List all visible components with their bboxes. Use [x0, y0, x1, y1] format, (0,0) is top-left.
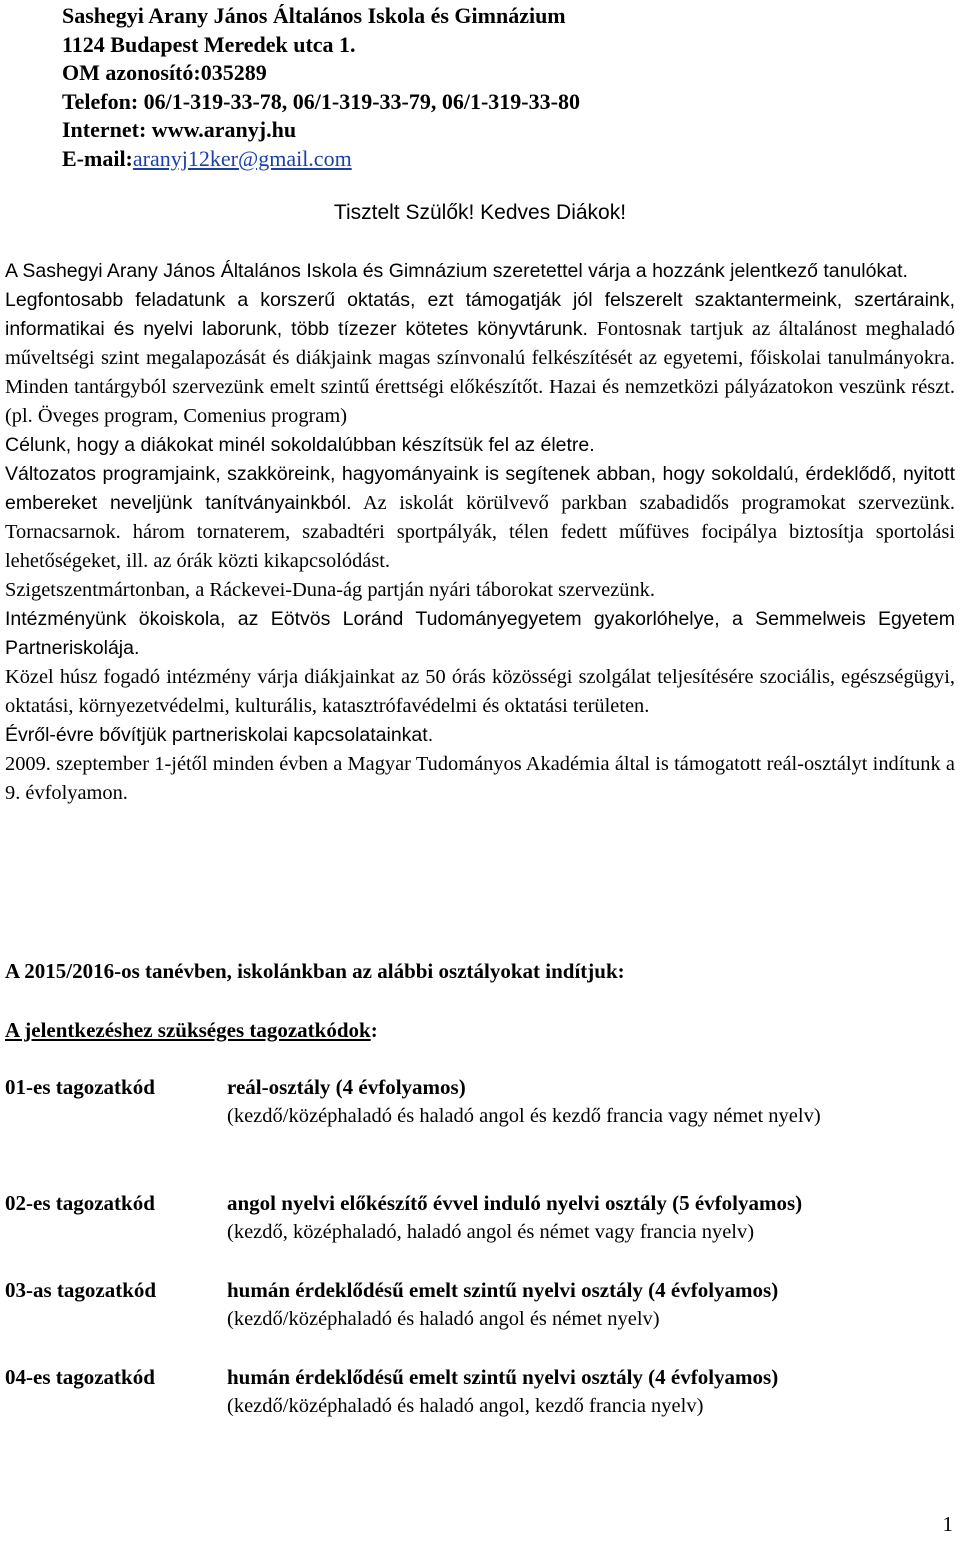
track-body	[227, 1276, 927, 1334]
intro-paragraph-5: Szigetszentmártonban, a Ráckevei-Duna-ág partján nyári táborokat szervezünk.	[5, 579, 655, 601]
om-id: OM azonosító:035289	[62, 60, 267, 85]
email-label: E-mail:	[62, 145, 133, 171]
track-body	[227, 1189, 927, 1247]
greeting: Tisztelt Szülők! Kedves Diákok!	[333, 201, 627, 224]
school-name: Sashegyi Arany János Általános Iskola és Gimnázium	[62, 3, 566, 28]
school-address: 1124 Budapest Meredek utca 1.	[62, 31, 356, 57]
track-title: reál-osztály (4 évfolyamos)	[227, 1075, 466, 1099]
intro-paragraph-4b: Az iskolát körülvevő parkban szabadidős programokat szervezünk. Tornacsarnok.	[5, 492, 955, 543]
track-code: 01-es tagozatkód	[5, 1075, 155, 1099]
intro-paragraph-2a: Legfontosabb feladatunk a korszerű oktatás, ezt támogatják jól felszerelt szaktantermeink, szertáraink, informatikai és nyelvi laborunk, több tízezer kötetes könyvtárunk.	[5, 289, 955, 340]
intro-paragraph-3: Célunk, hogy a diákokat minél sokoldalúbban készítsük fel az életre.	[5, 434, 595, 456]
email-link[interactable]: aranyj12ker@gmail.com	[132, 145, 352, 171]
intro-paragraph-4c: három tornaterem, szabadtéri sportpályák, télen fedett műfüves focipálya biztosítja sportolási lehetőségeket, ill. az órák közti kikapcsolódást.	[5, 521, 955, 572]
track-title: humán érdeklődésű emelt szintű nyelvi osztály (4 évfolyamos)	[227, 1365, 779, 1389]
intro-paragraph-2	[5, 286, 955, 431]
track-title: humán érdeklődésű emelt szintű nyelvi osztály (4 évfolyamos)	[227, 1278, 779, 1302]
track-body	[227, 1363, 927, 1421]
intro-text	[5, 257, 955, 808]
intro-paragraph-9: 2009. szeptember 1-jétől minden évben a Magyar Tudományos Akadémia által is támogatott reál-osztályt indítunk a 9. évfolyamon.	[5, 753, 955, 804]
email-line	[62, 145, 580, 174]
codes-heading-colon: :	[370, 1018, 378, 1042]
phone-line: Telefon: 06/1-319-33-78, 06/1-319-33-79, 06/1-319-33-80	[62, 88, 580, 114]
intro-paragraph-8: Évről-évre bővítjük partneriskolai kapcsolatainkat.	[5, 724, 434, 746]
intro-paragraph-2b: Fontosnak tartjuk az általánost meghaladó műveltségi szint megalapozását és diákjaink magas színvonalú felkészítését az egyetemi, főiskolai tanulmányokra. Minden tantárgyból szervezünk emelt szintű érettségi előkészítőt. Hazai és nemzetközi pályázatokon veszünk részt. (pl. Öveges program, Comenius program)	[5, 318, 955, 427]
track-code: 02-es tagozatkód	[5, 1191, 155, 1215]
track-code: 04-es tagozatkód	[5, 1365, 155, 1389]
codes-heading-text: A jelentkezéshez szükséges tagozatkódok	[5, 1018, 371, 1042]
intro-paragraph-6: Intézményünk ökoiskola, az Eötvös Loránd Tudományegyetem gyakorlóhelye, a Semmelweis Egyetem Partneriskolája.	[5, 608, 955, 659]
intro-paragraph-1: A Sashegyi Arany János Általános Iskola és Gimnázium szeretettel várja a hozzánk jelentkező tanulókat.	[5, 260, 908, 282]
intro-paragraph-4a: Változatos programjaink, szakköreink, hagyományaink is segítenek abban, hogy sokoldalú, érdeklődő, nyitott embereket neveljünk tanítványainkból.	[5, 463, 955, 514]
track-body	[227, 1073, 927, 1131]
school-header	[62, 2, 580, 173]
track-note: (kezdő/középhaladó és haladó angol és német nyelv)	[227, 1308, 660, 1330]
track-code: 03-as tagozatkód	[5, 1278, 157, 1302]
intro-paragraph-4	[5, 460, 955, 576]
year-heading: A 2015/2016-os tanévben, iskolánkban az alábbi osztályokat indítjuk:	[5, 959, 625, 983]
internet-line: Internet: www.aranyj.hu	[62, 117, 297, 142]
codes-heading	[5, 1016, 378, 1044]
track-note: (kezdő/középhaladó és haladó angol, kezdő francia nyelv)	[227, 1395, 704, 1417]
track-title: angol nyelvi előkészítő évvel induló nyelvi osztály (5 évfolyamos)	[227, 1191, 803, 1215]
track-note: (kezdő/középhaladó és haladó angol és kezdő francia vagy német nyelv)	[227, 1105, 821, 1127]
track-note: (kezdő, középhaladó, haladó angol és német vagy francia nyelv)	[227, 1221, 755, 1243]
intro-paragraph-7: Közel húsz fogadó intézmény várja diákjainkat az 50 órás közösségi szolgálat teljesítésére szociális, egészségügyi, oktatási, környezetvédelmi, kulturális, katasztrófavédelmi és oktatási területen.	[5, 666, 955, 717]
page-number: 1	[942, 1512, 953, 1536]
